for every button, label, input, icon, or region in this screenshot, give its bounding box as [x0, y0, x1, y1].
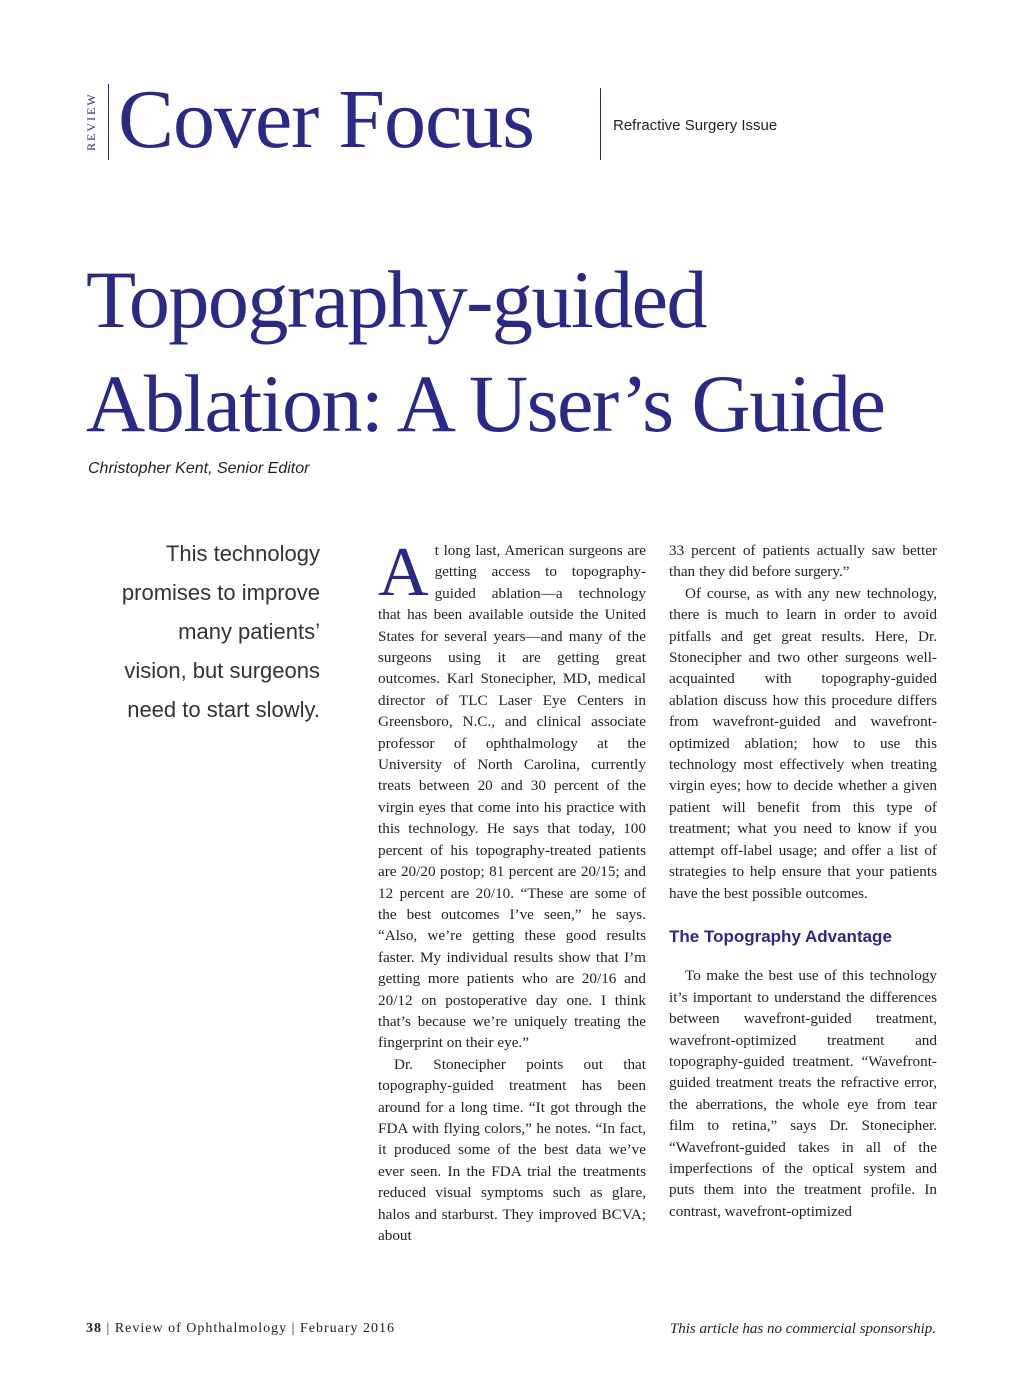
body-column-2	[669, 540, 937, 1288]
folio-separator: |	[291, 1321, 300, 1336]
folio-separator: |	[106, 1321, 115, 1336]
section-title: Cover Focus	[118, 73, 534, 166]
section-subhead: The Topography Advantage	[669, 926, 892, 946]
issue-label: Refractive Surgery Issue	[613, 117, 778, 134]
paragraph: Dr. Stonecipher points out that topography-guided treatment has been around for a long time. “It got through the FDA with flying colors,” he notes. “In fact, it produced some of the best data we’ve ever seen. In the FDA trial the treatments reduced visual symptoms such as glare, halos and starburst. They improved BCVA; about	[378, 1055, 646, 1244]
body-column-1	[378, 540, 646, 1288]
byline: Christopher Kent, Senior Editor	[88, 460, 310, 477]
paragraph: To make the best use of this technology it’s important to understand the differences between wavefront-guided treatment, wavefront-optimized treatment and topography-guided treatment. “Wavefront-guided treatment treats the refractive error, the aberrations, the whole eye from tear film to retina,” says Dr. Stonecipher. “Wavefront-guided takes in all of the imperfections of the optical system and puts them into the treatment profile. In contrast, wavefront-optimized	[669, 967, 937, 1220]
sponsorship-note: This article has no commercial sponsorship.	[669, 1321, 936, 1337]
header-rule-left	[108, 84, 109, 160]
review-vertical-label: REVIEW	[84, 92, 98, 152]
headline-line-1: Topography-guided	[86, 254, 707, 345]
issue-date: February 2016	[299, 1321, 395, 1336]
publication-name: Review of Ophthalmology	[114, 1321, 288, 1336]
header-rule-right	[600, 88, 601, 160]
headline-line-2: Ablation: A User’s Guide	[86, 358, 885, 449]
pull-quote: This technology promises to improve many patients’ vision, but surgeons need to start slowly.	[121, 541, 320, 722]
paragraph-text: t long last, American surgeons are getting access to topography-guided ablation—a technology that has been available outside the United States for several years—and many of the surgeons using it are getting great outcomes. Karl Stonecipher, MD, medical director of TLC Laser Eye Centers in Greensboro, N.C., and clinical associate professor of ophthalmology at the University of North Carolina, currently treats between 20 and 30 percent of the virgin eyes that come into his practice with this technology. He says that today, 100 percent of his topography-treated patients are 20/20 postop; 81 percent are 20/15; and 12 percent are 20/10. “These are some of the best outcomes I’ve seen,” he says. “Also, we’re getting these good results faster. My individual results show that I’m getting more patients who are 20/16 and 20/12 on postoperative day one. I think that’s because we’re uniquely treating the fingerprint on their eye.”	[378, 542, 646, 1052]
footer-folio	[86, 1321, 395, 1337]
paragraph: Of course, as with any new technology, there is much to learn in order to avoid pitfalls and get great results. Here, Dr. Stonecipher and two other surgeons well-acquainted with topography-guided ablation discuss how this procedure differs from wavefront-guided and wavefront-optimized ablation; how to use this technology most effectively when treating virgin eyes; how to decide whether a given patient will benefit from this type of treatment; what you need to know if you attempt off-label usage; and offer a list of strategies to help ensure that your patients have the best possible outcomes.	[669, 584, 937, 902]
drop-cap: A	[378, 540, 429, 611]
article-headline	[86, 248, 986, 456]
page-number: 38	[86, 1321, 102, 1336]
paragraph	[378, 540, 646, 1054]
paragraph: 33 percent of patients actually saw better than they did before surgery.”	[669, 542, 937, 581]
